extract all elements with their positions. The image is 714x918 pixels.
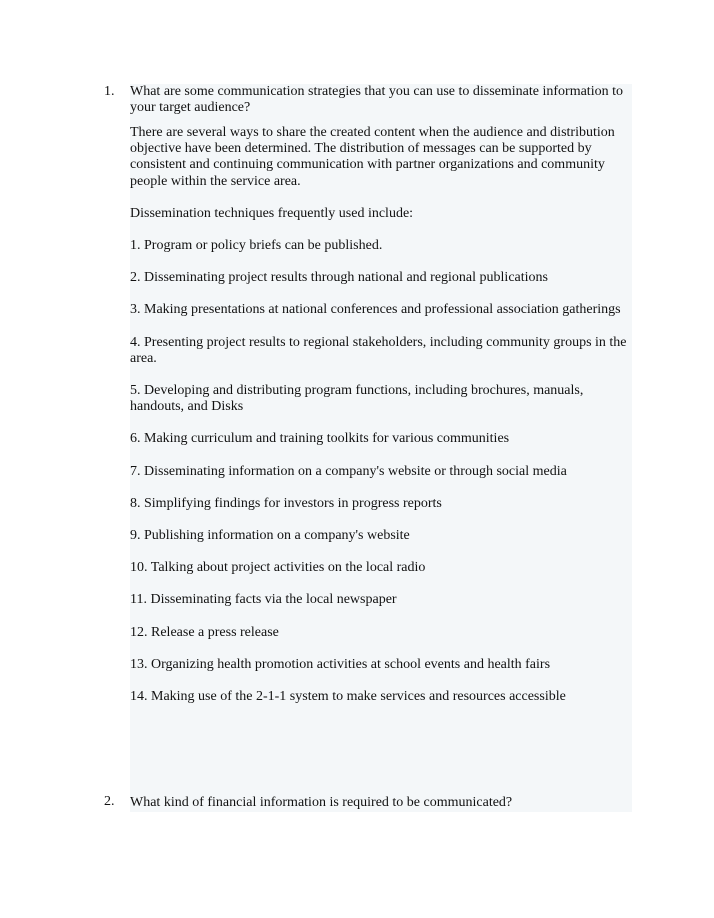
list-item: 14. Making use of the 2-1-1 system to make services and resources accessible — [130, 689, 566, 705]
question-text: What are some communication strategies that you can use to disseminate information to your target audience? — [130, 84, 632, 116]
list-item: 3. Making presentations at national conferences and professional association gatherings — [130, 302, 621, 318]
list-item: 2. Disseminating project results through national and regional publications — [130, 270, 548, 286]
list-item: 7. Disseminating information on a company's website or through social media — [130, 463, 567, 479]
list-item: 5. Developing and distributing program functions, including brochures, manuals, handouts, and Disks — [130, 383, 584, 415]
answer-intro: There are several ways to share the created content when the audience and distribution objective have been determined. The distribution of messages can be supported by consistent and continuing communication with partner organizations and community people within the service area. — [130, 125, 615, 189]
question-2 — [104, 794, 632, 812]
answer-block — [130, 116, 632, 794]
list-item: 6. Making curriculum and training toolkits for various communities — [130, 431, 510, 447]
list-item: 11. Disseminating facts via the local newspaper — [130, 592, 397, 608]
answer-lead: Dissemination techniques frequently used include: — [130, 205, 414, 221]
list-item: 10. Talking about project activities on the local radio — [130, 560, 426, 576]
list-item: 12. Release a press release — [130, 624, 279, 640]
list-item: 8. Simplifying findings for investors in progress reports — [130, 495, 442, 511]
list-item: 4. Presenting project results to regional stakeholders, including community groups in the area. — [130, 334, 627, 366]
list-item: 1. Program or policy briefs can be published. — [130, 238, 383, 254]
question-number: 2. — [104, 794, 115, 809]
list-item: 13. Organizing health promotion activities at school events and health fairs — [130, 656, 551, 672]
list-item: 9. Publishing information on a company's website — [130, 528, 410, 544]
question-1 — [104, 84, 632, 116]
question-text: What kind of financial information is required to be communicated? — [130, 794, 632, 812]
question-number: 1. — [104, 84, 115, 99]
